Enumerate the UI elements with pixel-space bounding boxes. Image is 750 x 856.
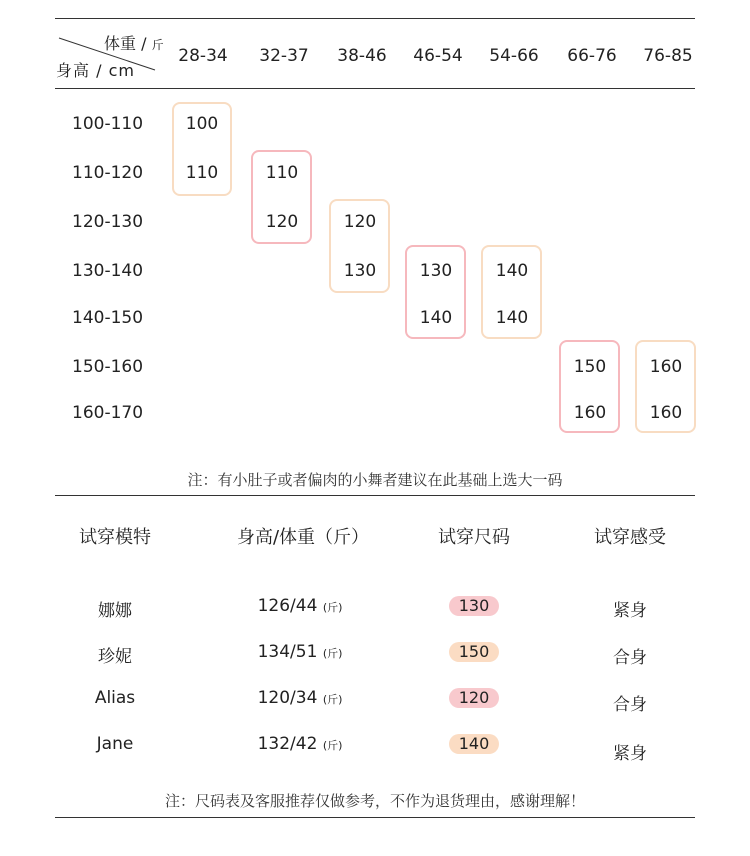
model-name: 珍妮 [98, 647, 132, 667]
tryon-col-header: 试穿模特 [79, 527, 151, 548]
size-cell: 100 [185, 114, 219, 134]
size-cell: 110 [265, 163, 299, 183]
height-row-header: 140-150 [72, 308, 144, 328]
size-chart-note: 注：有小肚子或者偏肉的小舞者建议在此基础上选大一码 [187, 471, 563, 489]
height-row-header: 130-140 [72, 261, 144, 281]
size-pill: 150 [449, 642, 499, 662]
weight-col-header: 46-54 [413, 46, 463, 66]
size-cell: 120 [343, 212, 377, 232]
height-row-header: 100-110 [72, 114, 144, 134]
model-name: Alias [94, 688, 136, 708]
size-cell: 110 [185, 163, 219, 183]
size-cell: 140 [419, 308, 453, 328]
height-weight: 120/34 (斤) [257, 688, 343, 708]
model-name: Jane [96, 734, 134, 754]
height-weight: 126/44 (斤) [257, 596, 343, 616]
size-cell: 130 [343, 261, 377, 281]
size-cell: 160 [649, 403, 683, 423]
size-cell: 160 [649, 357, 683, 377]
height-weight: 134/51 (斤) [257, 642, 343, 662]
size-cell: 120 [265, 212, 299, 232]
size-cell: 160 [573, 403, 607, 423]
top-rule [55, 18, 695, 19]
section-rule [55, 495, 695, 496]
size-cell: 140 [495, 308, 529, 328]
weight-col-header: 76-85 [643, 46, 693, 66]
fit-feel: 合身 [613, 695, 647, 715]
tryon-col-header: 试穿尺码 [438, 527, 510, 548]
fit-feel: 合身 [613, 648, 647, 668]
header-rule [55, 88, 695, 89]
weight-col-header: 32-37 [259, 46, 309, 66]
weight-col-header: 38-46 [337, 46, 387, 66]
weight-col-header: 54-66 [489, 46, 539, 66]
size-cell: 150 [573, 357, 607, 377]
fit-feel: 紧身 [613, 744, 647, 764]
tryon-col-header: 身高/体重（斤） [236, 527, 370, 548]
height-row-header: 150-160 [72, 357, 144, 377]
height-row-header: 160-170 [72, 403, 144, 423]
bottom-rule [55, 817, 695, 818]
fit-feel: 紧身 [613, 601, 647, 621]
size-cell: 130 [419, 261, 453, 281]
size-pill: 140 [449, 734, 499, 754]
height-axis-label: 身高 / cm [56, 61, 135, 80]
size-cell: 140 [495, 261, 529, 281]
model-name: 娜娜 [98, 601, 132, 621]
weight-col-header: 28-34 [178, 46, 228, 66]
size-pill: 120 [449, 688, 499, 708]
disclaimer-note: 注：尺码表及客服推荐仅做参考，不作为退货理由，感谢理解！ [164, 792, 585, 810]
tryon-col-header: 试穿感受 [594, 527, 666, 548]
weight-axis-label: 体重 / 斤 [104, 34, 164, 53]
size-pill: 130 [449, 596, 499, 616]
height-row-header: 120-130 [72, 212, 144, 232]
height-weight: 132/42 (斤) [257, 734, 343, 754]
height-row-header: 110-120 [72, 163, 144, 183]
weight-col-header: 66-76 [567, 46, 617, 66]
